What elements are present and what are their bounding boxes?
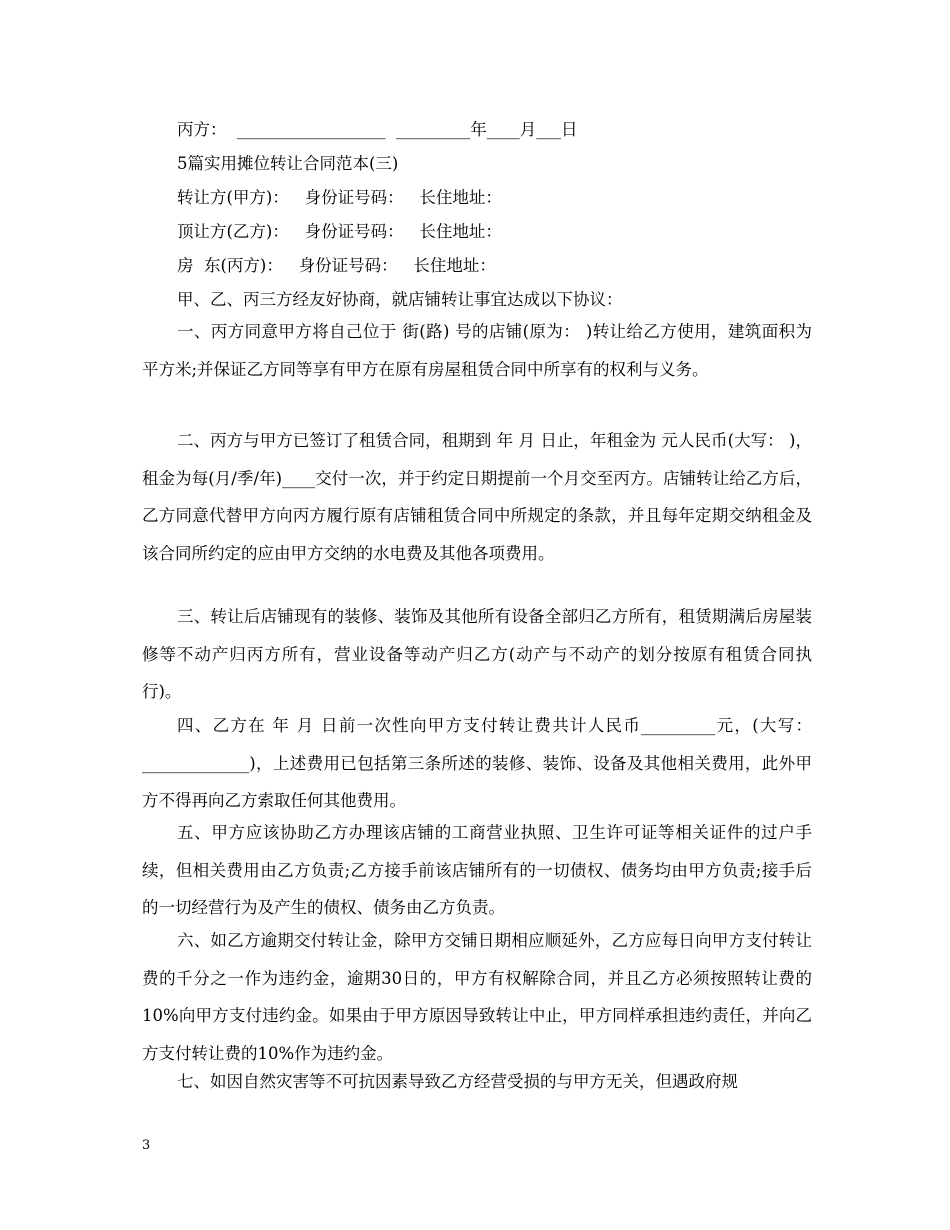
- clause-6: 六、如乙方逾期交付转让金，除甲方交铺日期相应顺延外，乙方应每日向甲方支付转让费的千分之一作为违约金，逾期30日的，甲方有权解除合同，并且乙方必须按照转让费的10%向甲方支付违约金。如果由于甲方原因导致转让中止，甲方同样承担违约责任，并向乙方支付转让费的10%作为违约金。: [142, 931, 812, 1063]
- landlord-info: 房 东(丙方)： 身份证号码： 长住地址：: [177, 256, 496, 275]
- clause-3: 三、转让后店铺现有的装修、装饰及其他所有设备全部归乙方所有，租赁期满后房屋装修等不动产归丙方所有，营业设备等动产归乙方(动产与不动产的划分按原有租赁合同执行)。: [142, 607, 812, 701]
- clause-1: 一、丙方同意甲方将自己位于 街(路) 号的店铺(原为： )转让给乙方使用，建筑面积为 平方米;并保证乙方同等享有甲方在原有房屋租赁合同中所享有的权利与义务。: [142, 322, 812, 379]
- clause-4: 四、乙方在 年 月 日前一次性向甲方支付转让费共计人民币_________元，(大写：_____________)，上述费用已包括第三条所述的装修、装饰、设备及其他相关费用，此外甲方不得再向乙方索取任何其他费用。: [142, 716, 812, 810]
- contract-heading: 5篇实用摊位转让合同范本(三): [177, 154, 399, 173]
- clause-2: 二、丙方与甲方已签订了租赁合同，租期到 年 月 日止，年租金为 元人民币(大写： )，租金为每(月/季/年)____交付一次，并于约定日期提前一个月交至丙方。店铺转让给乙方后，乙方同意代替甲方向丙方履行原有店铺租赁合同中所规定的条款，并且每年定期交纳租金及该合同所约定的应由甲方交纳的水电费及其他各项费用。: [142, 431, 812, 563]
- clause-5: 五、甲方应该协助乙方办理该店铺的工商营业执照、卫生许可证等相关证件的过户手续，但相关费用由乙方负责;乙方接手前该店铺所有的一切债权、债务均由甲方负责;接手后的一切经营行为及产生的债权、债务由乙方负责。: [142, 823, 812, 917]
- transferor-info: 转让方(甲方)： 身份证号码： 长住地址：: [177, 188, 502, 207]
- transferee-info: 顶让方(乙方)： 身份证号码： 长住地址：: [177, 222, 502, 241]
- contract-preamble: 甲、乙、丙三方经友好协商，就店铺转让事宜达成以下协议：: [177, 290, 623, 309]
- party-c-signature-line: 丙方： __________________ _________年____月___日: [177, 120, 578, 139]
- page-number: 3: [142, 1138, 151, 1153]
- clause-7: 七、如因自然灾害等不可抗因素导致乙方经营受损的与甲方无关，但遇政府规: [177, 1072, 738, 1091]
